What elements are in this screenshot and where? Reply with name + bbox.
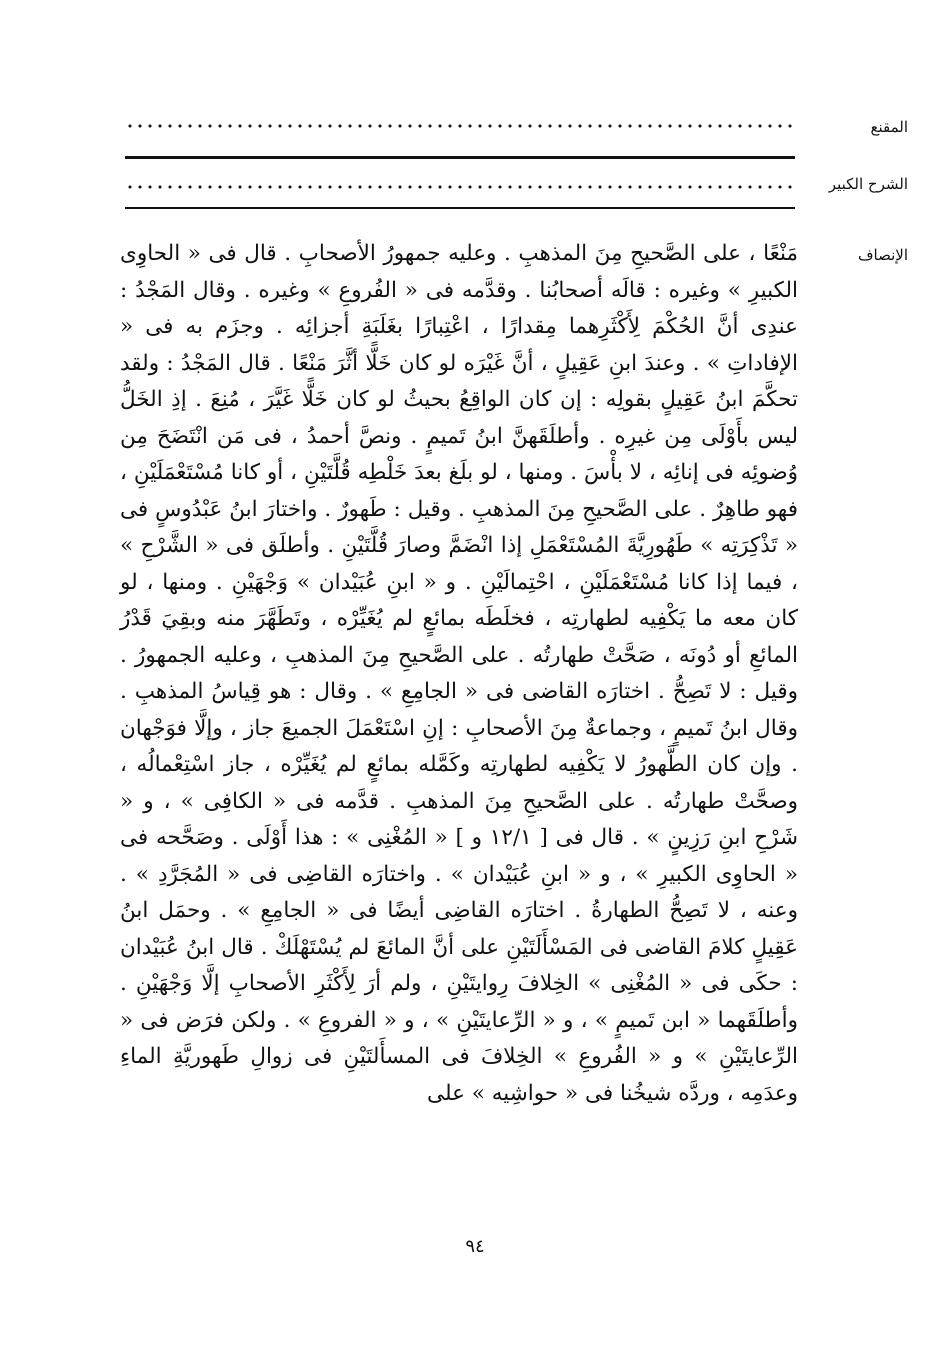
section-divider-thin — [125, 207, 795, 209]
margin-label-insaf: الإنصاف — [857, 246, 908, 264]
margin-label-sharh-kabir: الشرح الكبير — [828, 175, 908, 193]
dotted-placeholder-muqni — [125, 122, 795, 130]
insaf-main-text — [120, 236, 798, 1112]
dotted-placeholder-sharh — [125, 183, 795, 191]
margin-label-muqni: المقنع — [870, 118, 908, 136]
section-divider-thick — [125, 156, 795, 159]
page-number: ٩٤ — [465, 1236, 485, 1257]
main-paragraph: مَنْعًا ، على الصَّحيحِ مِنَ المذهبِ . وعليه جمهورُ الأصحابِ . قال فى « الحاوِى الكبيرِ » وغيره : قالَه أصحابُنا . وقدَّمه فى « الفُروعِ » وغيره . وقال المَجْدُ : عندِى أنَّ الحُكْمَ لِأَكْثَرِهما مِقدارًا ، اعْتِبارًا بغَلَبَةِ أجزائِه . وجزَم به فى « الإفاداتِ » . وعندَ ابنِ عَقِيلٍ ، أنَّ غَيْرَه لو كان خَلًّا أثَّرَ مَنْعًا . قال المَجْدُ : ولقد تحكَّمَ ابنُ عَقِيلٍ بقولِه : إن كان الواقِعُ بحيثُ لو كان خَلًّا غَيَّرَ ، مُنِعَ . إذِ الخَلُّ ليس بأَوْلَى مِن غيرِه . وأطلَقَهنَّ ابنُ تَميمٍ . ونصَّ أحمدُ ، فى مَن انْتَضَحَ مِن وُضوئِه فى إنائِه ، لا بأْسَ . ومنها ، لو بلَغ بعدَ خَلْطِه قُلَّتَيْنِ ، أو كانا مُسْتَعْمَلَيْنِ ، فهو طاهِرٌ . على الصَّحيحِ مِنَ المذهبِ . وقيل : طَهورٌ . واختارَ ابنُ عَبْدُوسٍ فى « تَذْكِرَتِه » طَهُورِيَّةَ المُسْتَعْمَلِ إذا انْضَمَّ وصارَ قُلَّتَيْنِ . وأطلَق فى « الشَّرْحِ » ، فيما إذا كانا مُسْتَعْمَلَيْنِ ، احْتِمالَيْنِ . و « ابنِ عُبَيْدان » وَجْهَيْنِ . ومنها ، لو كان معه ما يَكْفِيه لطهارتِه ، فخلَطَه بمائعٍ لم يُغَيِّرْه ، وتَطَهَّرَ منه وبقِيَ قَدْرُ المائعِ أو دُونَه ، صَحَّتْ طهارتُه . على الصَّحيحِ مِنَ المذهبِ ، وعليه الجمهورُ . وقيل : لا تَصِحُّ . اختارَه القاضى فى « الجامِعِ » . وقال : هو قِياسُ المذهبِ . وقال ابنُ تَميمٍ ، وجماعةٌ مِنَ الأصحابِ : إنِ اسْتَعْمَلَ الجميعَ جاز ، وإلَّا فوَجْهان . وإن كان الطَّهورُ لا يَكْفِيه لطهارتِه وكَمَّله بمائعٍ لم يُغَيِّرْه ، جاز اسْتِعْمالُه ، وصحَّتْ طهارتُه . على الصَّحيحِ مِنَ المذهبِ . قدَّمه فى « الكافِى » ، و « شَرْحِ ابنِ رَزِينٍ » . قال فى [ ١٢/١ و ] « المُغْنِى » : هذا أَوْلَى . وصَحَّحه فى « الحاوِى الكبيرِ » ، و « ابنِ عُبَيْدان » . واختارَه القاضِى فى « المُجَرَّدِ » . وعنه ، لا تَصِحُّ الطهارةُ . اختارَه القاضِى أيضًا فى « الجامِعِ » . وحمَل ابنُ عَقِيلٍ كلامَ القاضى فى المَسْأَلَتَيْنِ على أنَّ المائعَ لم يُسْتَهْلَكْ . قال ابنُ عُبَيْدان : حكَى فى « المُغْنِى » الخِلافَ رِوايتَيْنِ ، ولم أرَ لِأَكْثَرِ الأصحابِ إلَّا وَجْهَيْنِ . وأطلَقَهما « ابن تَميمٍ » ، و « الرِّعايتَيْنِ » ، و « الفروعِ » . ولكن فرَض فى « الرِّعايتَيْنِ » و « الفُروعِ » الخِلافَ فى المسأَلتَيْنِ فى زوالِ طَهوريَّةِ الماءِ وعدَمِه ، وردَّه شيخُنا فى « حواشِيه » على — [120, 241, 798, 1106]
